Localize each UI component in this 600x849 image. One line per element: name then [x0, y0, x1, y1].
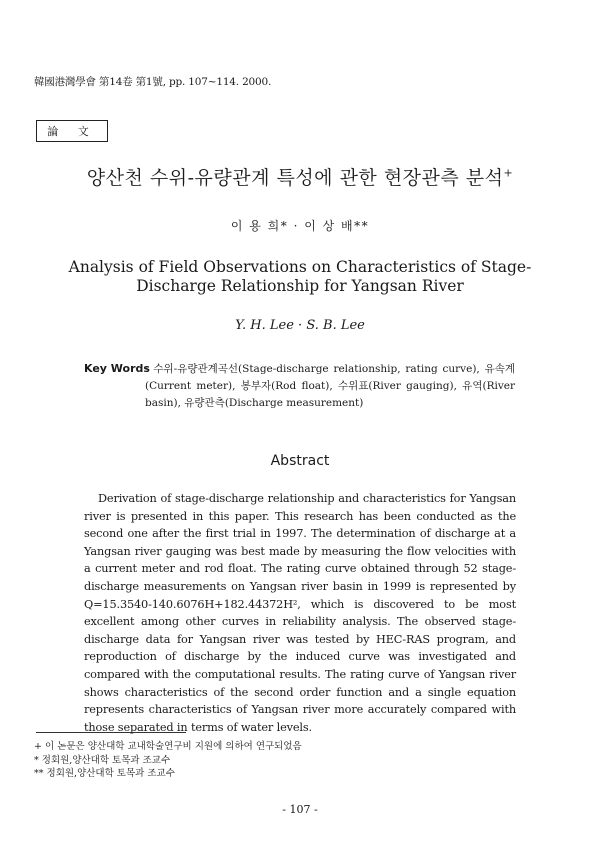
abstract-paragraph: Derivation of stage-discharge relationship and characteristics for Yangsan river is presented in this paper. This research has been conducted as the second one after the first trial in 1997. The determination of discharge at a Yangsan river gauging was best made by measuring the flow velocities with a current meter and rod float. The rating curve obtained through 52 stage-discharge measurements on Yangsan river basin in 1999 is represented by Q=15.3540-140.6076H+182.44372H², which is discovered to be most excellent among other curves in reliability analysis. The observed stage-discharge data for Yangsan river was tested by HEC-RAS program, and reproduction of discharge by the induced curve was investigated and compared with the computational results. The rating curve of Yangsan river shows characteristics of the second order function and a single equation represents characteristics of Yangsan river more accurately compared with those separated in terms of water levels.: [84, 492, 516, 734]
korean-authors: 이 용 희* · 이 상 배**: [230, 219, 370, 233]
title-footnote-mark: +: [503, 166, 514, 180]
abstract-heading: Abstract: [270, 453, 330, 469]
footnote-author-1: * 정회원,양산대학 토목과 조교수: [34, 754, 171, 766]
english-authors: Y. H. Lee · S. B. Lee: [235, 318, 365, 333]
korean-title: [0, 163, 600, 190]
article-type-badge: 論 文: [36, 120, 108, 142]
keywords-text: : 수위-유량관계곡선(Stage-discharge relationship, rating curve), 유속계(Current meter), 봉부자(Rod float), 수위표(River gauging), 유역(River basin), 유량관측(Discharge measurement): [145, 363, 515, 409]
page-number: - 107 -: [282, 803, 318, 816]
abstract-body: [84, 490, 516, 736]
korean-title-text: 양산천 수위-유량관계 특성에 관한 현장관측 분석: [86, 167, 504, 189]
journal-citation: 韓國港灣學會 第14卷 第1號, pp. 107~114. 2000.: [34, 76, 272, 88]
footnotes: [34, 740, 302, 781]
footnote-funding: + 이 논문은 양산대학 교내학술연구비 지원에 의하여 연구되었음: [34, 741, 302, 752]
footnote-author-2: ** 정회원,양산대학 토목과 조교수: [34, 768, 175, 779]
keywords-label: Key Words: [84, 362, 150, 375]
english-title: Analysis of Field Observations on Characteristics of Stage-Discharge Relationship for Yangsan River: [68, 258, 532, 295]
footnote-divider: [36, 732, 186, 733]
